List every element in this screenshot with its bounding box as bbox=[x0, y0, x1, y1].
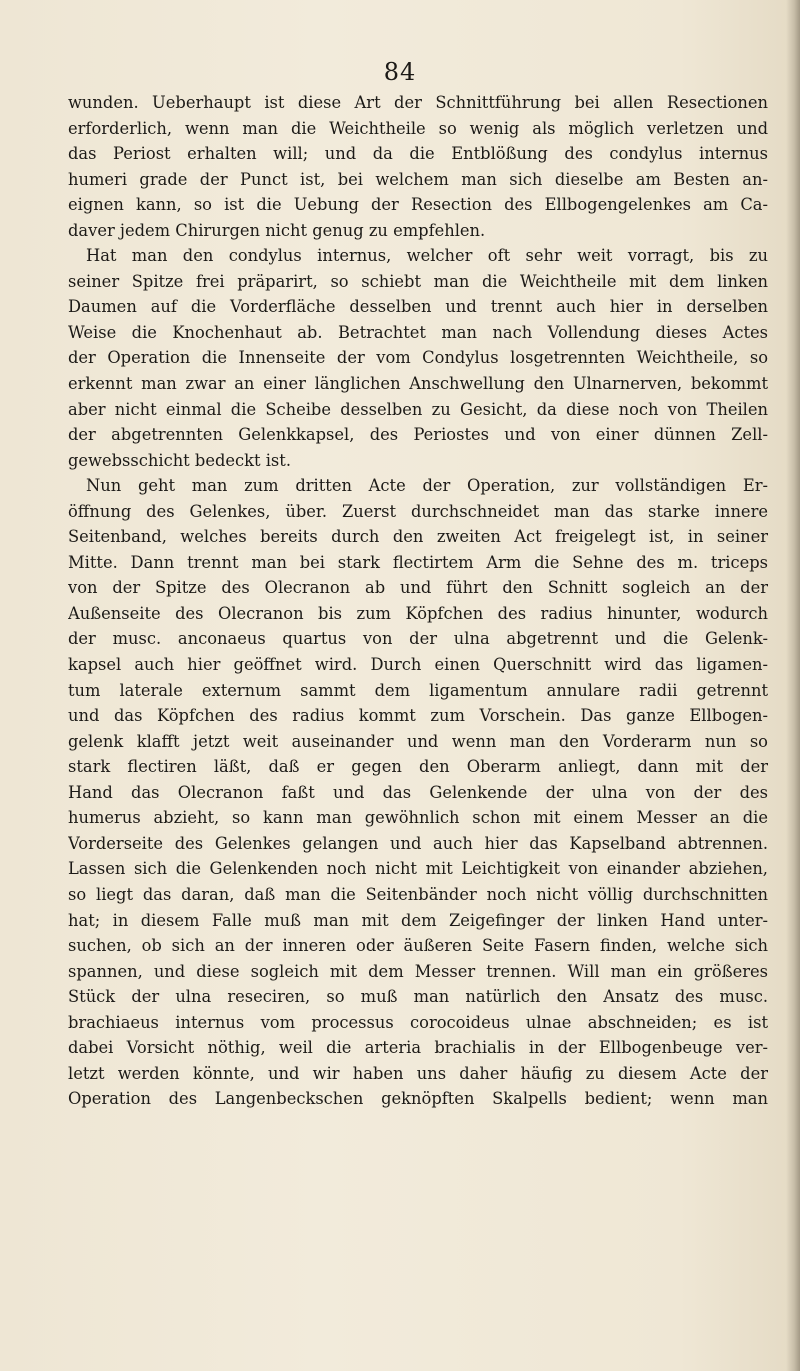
page-number: 84 bbox=[383, 58, 417, 86]
text-line: humeri grade der Punct ist, bei welchem man sich dieselbe am Besten an- bbox=[68, 169, 768, 189]
text-line: aber nicht einmal die Scheibe desselben zu Gesicht, da diese noch von Theilen bbox=[68, 399, 768, 419]
text-line: Seitenband, welches bereits durch den zweiten Act freigelegt ist, in seiner bbox=[68, 527, 768, 547]
text-line: Hand das Olecranon faßt und das Gelenkende der ulna von der des bbox=[68, 782, 768, 802]
text-line: Mitte. Dann trennt man bei stark flectirtem Arm die Sehne des m. triceps bbox=[68, 552, 768, 572]
text-line: Hat man den condylus internus, welcher oft sehr weit vorragt, bis zu bbox=[86, 246, 768, 266]
text-line: letzt werden könnte, und wir haben uns daher häufig zu diesem Acte der bbox=[68, 1063, 768, 1083]
text-line: stark flectiren läßt, daß er gegen den Oberarm anliegt, dann mit der bbox=[68, 757, 768, 777]
text-line: hat; in diesem Falle muß man mit dem Zeigefinger der linken Hand unter- bbox=[68, 910, 768, 930]
text-line: Vorderseite des Gelenkes gelangen und auch hier das Kapselband abtrennen. bbox=[68, 833, 768, 853]
text-line: tum laterale externum sammt dem ligamentum annulare radii getrennt bbox=[68, 680, 768, 700]
text-line: das Periost erhalten will; und da die Entblößung des condylus internus bbox=[68, 144, 768, 164]
text-line: dabei Vorsicht nöthig, weil die arteria brachialis in der Ellbogenbeuge ver- bbox=[68, 1038, 768, 1058]
text-line: Weise die Knochenhaut ab. Betrachtet man nach Vollendung dieses Actes bbox=[68, 322, 768, 342]
text-line: von der Spitze des Olecranon ab und führt den Schnitt sogleich an der bbox=[68, 578, 768, 598]
text-line: erkennt man zwar an einer länglichen Anschwellung den Ulnarnerven, bekommt bbox=[68, 374, 768, 394]
text-line: so liegt das daran, daß man die Seitenbänder noch nicht völlig durchschnitten bbox=[68, 884, 768, 904]
text-line: Lassen sich die Gelenkenden noch nicht mit Leichtigkeit von einander abziehen, bbox=[68, 859, 768, 879]
text-line: Nun geht man zum dritten Acte der Operation, zur vollständigen Er- bbox=[86, 476, 768, 496]
text-line: suchen, ob sich an der inneren oder äußeren Seite Fasern finden, welche sich bbox=[68, 936, 768, 956]
text-line: seiner Spitze frei präparirt, so schiebt man die Weichtheile mit dem linken bbox=[68, 271, 768, 291]
text-line: kapsel auch hier geöffnet wird. Durch einen Querschnitt wird das ligamen- bbox=[68, 655, 768, 675]
text-line: der abgetrennten Gelenkkapsel, des Periostes und von einer dünnen Zell- bbox=[68, 425, 768, 445]
text-line: Daumen auf die Vorderfläche desselben und trennt auch hier in derselben bbox=[68, 297, 768, 317]
body-text bbox=[68, 90, 768, 1112]
text-line: der musc. anconaeus quartus von der ulna abgetrennt und die Gelenk- bbox=[68, 629, 768, 649]
text-line: wunden. Ueberhaupt ist diese Art der Schnittführung bei allen Resectionen bbox=[68, 93, 768, 112]
text-line: und das Köpfchen des radius kommt zum Vorschein. Das ganze Ellbogen- bbox=[68, 706, 768, 726]
text-line: daver jedem Chirurgen nicht genug zu empfehlen. bbox=[68, 220, 486, 240]
text-line: Stück der ulna reseciren, so muß man natürlich den Ansatz des musc. bbox=[68, 987, 768, 1007]
text-line: gewebsschicht bedeckt ist. bbox=[68, 450, 291, 470]
text-line: gelenk klafft jetzt weit auseinander und wenn man den Vorderarm nun so bbox=[68, 731, 768, 751]
text-line: erforderlich, wenn man die Weichtheile so wenig als möglich verletzen und bbox=[68, 118, 768, 138]
text-line: der Operation die Innenseite der vom Condylus losgetrennten Weichtheile, so bbox=[68, 348, 768, 368]
text-line: humerus abzieht, so kann man gewöhnlich schon mit einem Messer an die bbox=[68, 808, 768, 828]
text-line: spannen, und diese sogleich mit dem Messer trennen. Will man ein größeres bbox=[68, 961, 768, 981]
text-line: Operation des Langenbeckschen geknöpften Skalpells bedient; wenn man bbox=[68, 1089, 768, 1109]
text-line: eignen kann, so ist die Uebung der Resection des Ellbogengelenkes am Ca- bbox=[68, 195, 768, 215]
page-edge-shadow bbox=[786, 0, 800, 1371]
text-line: öffnung des Gelenkes, über. Zuerst durchschneidet man das starke innere bbox=[68, 501, 768, 521]
text-line: Außenseite des Olecranon bis zum Köpfchen des radius hinunter, wodurch bbox=[68, 603, 768, 623]
text-line: brachiaeus internus vom processus corocoideus ulnae abschneiden; es ist bbox=[68, 1012, 768, 1032]
